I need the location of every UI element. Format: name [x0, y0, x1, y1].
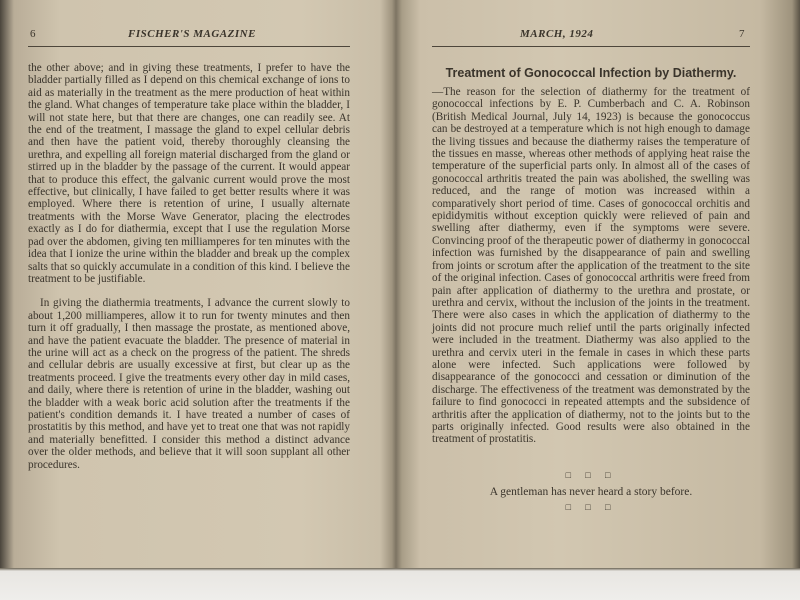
left-paragraph-2: In giving the diathermia treatments, I advance the current slowly to about 1,200 milliamperes, allow it to run for twenty minutes and then turn it off gradually, I then massage the prostate, as mentioned above, and have the patient evacuate the bladder. The presence of material in the urine will act as a check on the progress of the patient. The shreds and cellular debris are usually excessive at first, but clear up as the treatments proceed. I give the treatments every other day in mild cases, and daily, where there is retention of urine in the bladder, washing out the bladder with a weak boric acid solution after the treatments if the patient's condition demands it. I have treated a number of cases of prostatitis by this method, and have yet to treat one that was not rapidly and materially benefitted. I consider this method a distinct advance over the older methods, and believe that it will soon supplant all other procedures. — [28, 297, 350, 471]
header-rule-left — [28, 46, 350, 47]
ornament-top: □ □ □ — [565, 470, 617, 480]
running-head-right: MARCH, 1924 — [520, 28, 594, 40]
article-title: Treatment of Gonococcal Infection by Diathermy. — [445, 66, 737, 80]
table-surface — [0, 568, 800, 600]
article-body — [432, 86, 750, 446]
page-number-left: 6 — [30, 28, 36, 40]
article-paragraph: —The reason for the selection of diathermy for the treatment of gonococcal infections by E. P. Cumberbach and C. A. Robinson (British Medical Journal, July 14, 1923) is because the gonococcus can be destroyed at a temperature which is not high enough to damage the living tissues and because the diathermy raises the temperature of the tissues en masse, whereas other methods of applying heat raise the temperature of the superficial parts only. In almost all of the cases of gonococcal arthritis treated the pain was abolished, the swelling was reduced, and the range of motion was increased within a comparatively short period of time. Cases of gonococcal orchitis and epididymitis without exception quickly were relieved of pain and swelling after diathermy, even if the symptoms were severe. Convincing proof of the therapeutic power of diathermy in gonococcal infection was furnished by the disappearance of pain and swelling from joints or scrotum after the application of the treatment to the site of the original infection. Cases of gonococcal arthritis were freed from pain after application of diathermy to the urethra and prostate, or urethra and cervix, without the inclusion of the joints in the treatment. There were also cases in which the application of diathermy to the joints did not procure much relief until the parts originally infected were included in the treatment. Diathermy was also applied to the urethra and cervix uteri in the female in cases in which these parts alone were infected. Such applications were followed by disappearance of the gonococci and cessation or diminution of the discharge. The effectiveness of the treatment was demonstrated by the failure to find gonococci in repeated attempts and the subsidence of arthritis after the application of diathermy, not to the joints but to the parts originally infected. Good results were also obtained in the treatment of prostatitis. — [432, 86, 750, 446]
page-number-right: 7 — [739, 28, 745, 40]
running-head-left: FISCHER'S MAGAZINE — [128, 28, 256, 40]
left-body — [28, 62, 350, 471]
ornament-bottom: □ □ □ — [565, 502, 617, 512]
left-page — [0, 0, 392, 600]
right-page — [396, 0, 800, 600]
left-paragraph-1: the other above; and in giving these treatments, I prefer to have the bladder partially filled as I depend on this chemical exchange of ions to aid as materially in the treatment as the mere production of heat within the gland. What changes of temperature take place within the bladder, I will not state here, but that there are changes, one can readily see. At the end of the treatment, I massage the gland to expel cellular debris and then have the patient void, thereby thoroughly cleansing the urethra, and expelling all foreign material discharged from the gland or stirred up in the bladder by the passage of the current. It would appear that to produce this effect, the galvanic current would prove the most effective, but clinically, I have failed to get better results where it was employed. Where there is retention of urine, I usually alternate treatments with the Morse Wave Generator, placing the electrodes exactly as I do for diathermia, except that I use the regulation Morse pad over the abdomen, giving ten milliamperes for ten minutes with the idea that I ionize the urine within the bladder and break up the complex salts that so quickly accumulate in a condition of this kind. I believe the treatment to be justifiable. — [28, 62, 350, 285]
filler-line: A gentleman has never heard a story before. — [489, 486, 693, 498]
header-rule-right — [432, 46, 750, 47]
